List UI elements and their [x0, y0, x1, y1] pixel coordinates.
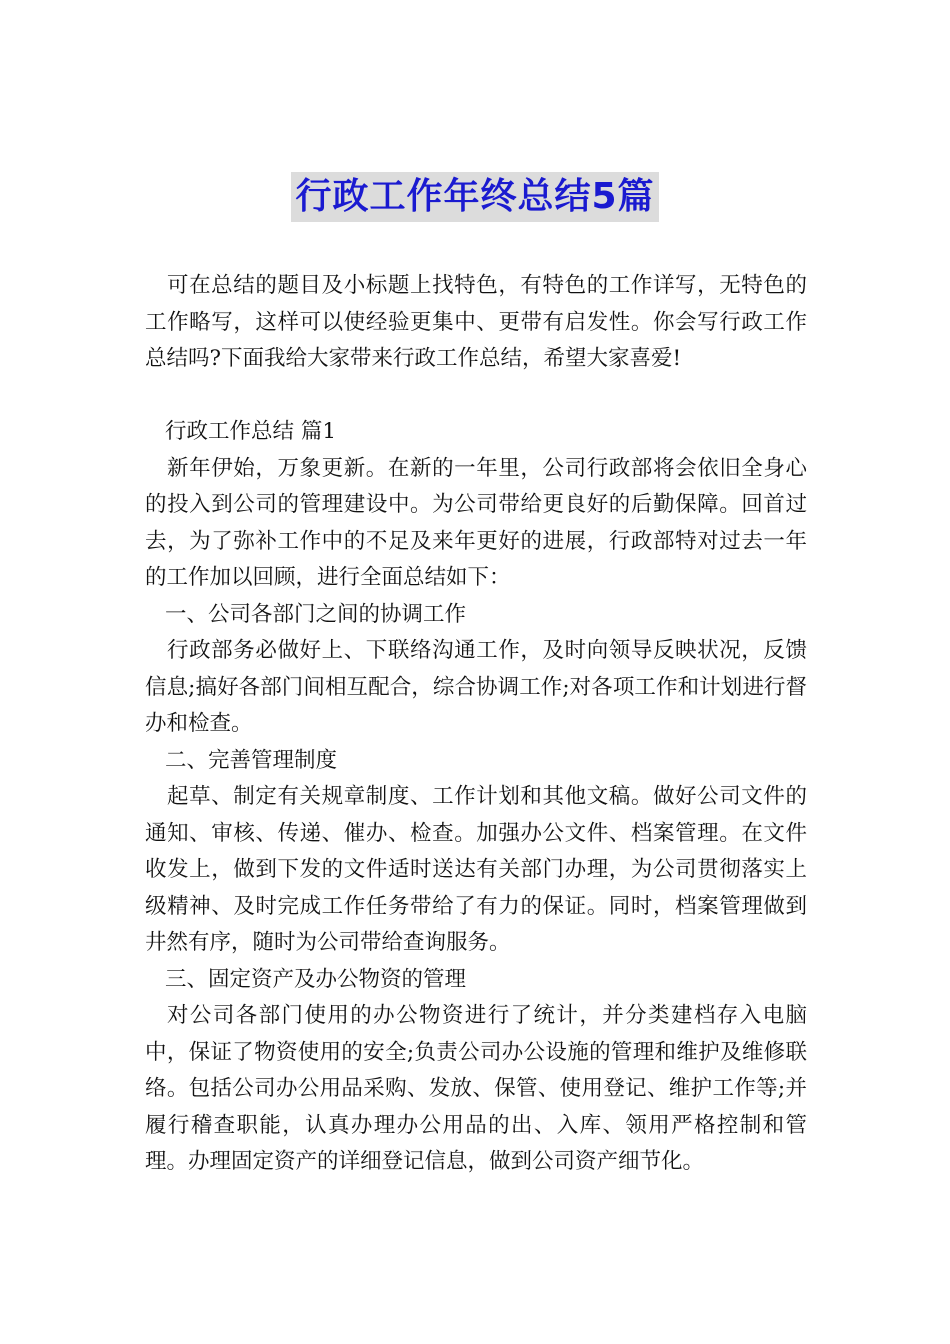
paragraph-management-system: 起草、制定有关规章制度、工作计划和其他文稿。做好公司文件的通知、审核、传递、催办、检查。加强办公文件、档案管理。在文件收发上，做到下发的文件适时送达有关部门办理，为公司贯彻落实上级精神、及时完成工作任务带给了有力的保证。同时，档案管理做到井然有序，随时为公司带给查询服务。	[145, 784, 807, 955]
paragraph-coordination: 行政部务必做好上、下联络沟通工作，及时向领导反映状况，反馈信息;搞好各部门间相互配合，综合协调工作;对各项工作和计划进行督办和检查。	[145, 638, 807, 736]
intro-paragraph: 可在总结的题目及小标题上找特色，有特色的工作详写，无特色的工作略写，这样可以使经验更集中、更带有启发性。你会写行政工作总结吗?下面我给大家带来行政工作总结，希望大家喜爱!	[145, 273, 807, 371]
section-paragraph: 新年伊始，万象更新。在新的一年里，公司行政部将会依旧全身心的投入到公司的管理建设中。为公司带给更良好的后勤保障。回首过去，为了弥补工作中的不足及来年更好的进展，行政部特对过去一年的工作加以回顾，进行全面总结如下：	[145, 455, 807, 590]
subheading-management-system: 二、完善管理制度	[165, 747, 338, 773]
content-block	[145, 414, 807, 1181]
subheading-fixed-assets: 三、固定资产及办公物资的管理	[165, 966, 467, 992]
paragraph-fixed-assets: 对公司各部门使用的办公物资进行了统计，并分类建档存入电脑中，保证了物资使用的安全;负责公司办公设施的管理和维护及维修联络。包括公司办公用品采购、发放、保管、使用登记、维护工作等;并履行稽查职能，认真办理办公用品的出、入库、领用严格控制和管理。办理固定资产的详细登记信息，做到公司资产细节化。	[145, 1003, 807, 1174]
section-heading: 行政工作总结 篇1	[165, 419, 337, 444]
title-container	[0, 172, 950, 222]
subheading-coordination: 一、公司各部门之间的协调工作	[165, 601, 467, 627]
document-title: 行政工作年终总结5篇	[291, 172, 658, 222]
intro-block	[145, 268, 807, 378]
